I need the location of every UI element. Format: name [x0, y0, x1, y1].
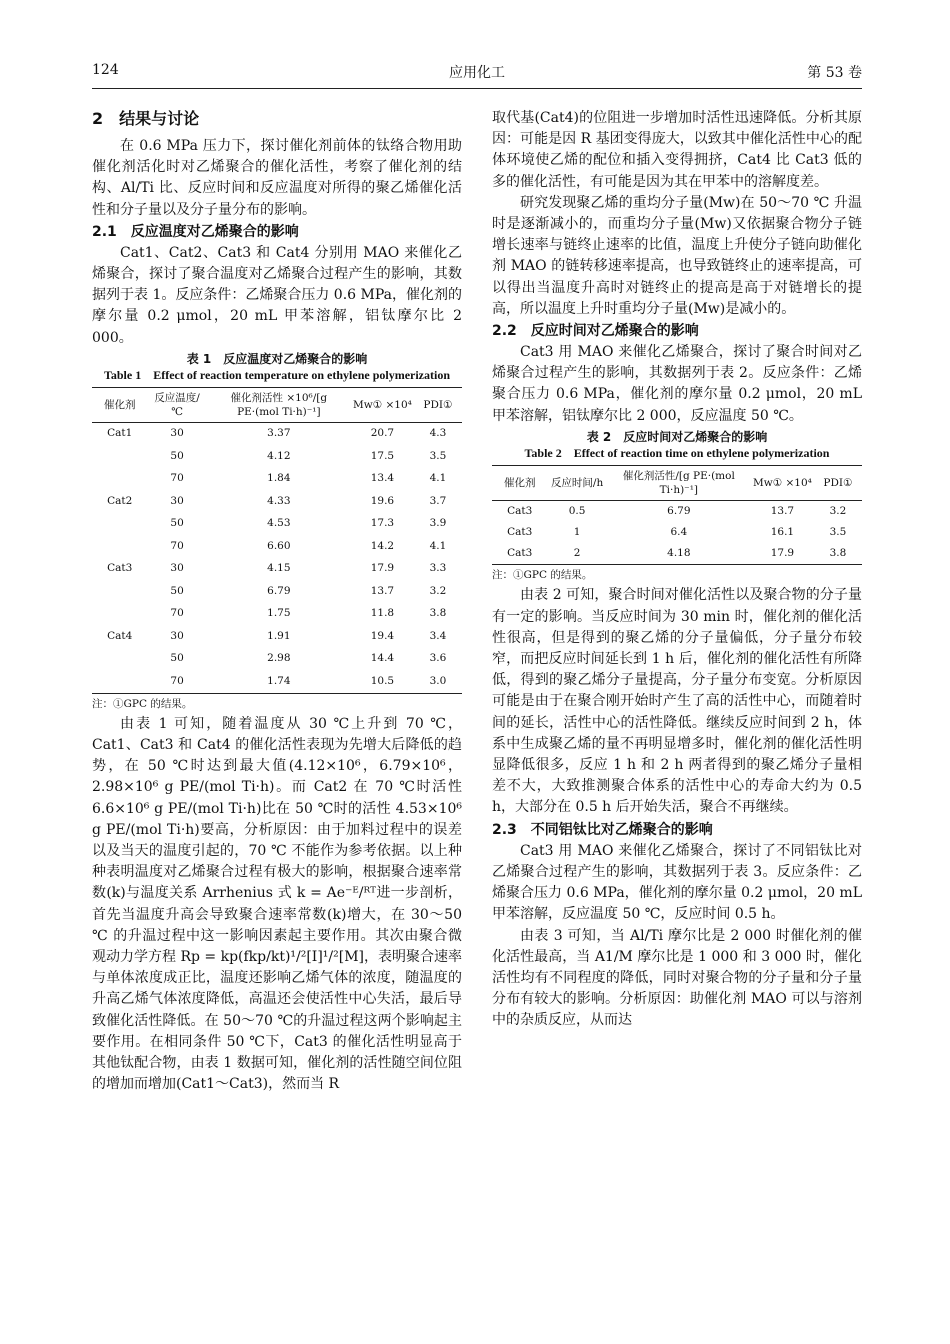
table2-row-cell: 2 — [548, 543, 607, 565]
table2-row-cell: 6.4 — [670, 526, 688, 539]
table2 — [492, 465, 862, 566]
table1-row-cell: 3.5 — [429, 449, 447, 462]
table1-row-cell: 30 — [170, 629, 184, 642]
table1-row-cell — [92, 468, 148, 491]
table1-row-cell — [92, 603, 148, 626]
table1-row-cell: Cat2 — [107, 494, 133, 507]
table2-row — [492, 522, 862, 543]
table2-discussion: 由表 2 可知，聚合时间对催化活性以及聚合物的分子量有一定的影响。当反应时间为 30 min 时，催化剂的催化活性很高，但是得到的聚乙烯的分子量偏低，分子量分布较窄，而把反应时间延长到 1 h 后，催化剂的催化活性有所降低，得到的聚乙烯分子量提高，分子量分布变宽。分析原因可能是由于在聚合刚开始时产生了高的活性中心，而随着时间的延长，活性中心的活性降低。继续反应时间到 2 h，体系中生成聚乙烯的量不再明显增多时，催化剂的催化活性明显降低很多，反应 1 h 和 2 h 两者得到的聚乙烯分子量相差不大，大致推测聚合体系的活性中心的寿命大约为 0.5 h，大部分在 0.5 h 后开始失活，聚合不再继续。 — [492, 587, 862, 816]
table1-row-cell: 3.9 — [429, 517, 447, 530]
table1-header-cell: 反应温度/℃ — [148, 387, 207, 422]
table1-discussion: 由表 1 可知，随着温度从 30 ℃上升到 70 ℃，Cat1、Cat3 和 Cat4 的催化活性表现为先增大后降低的趋势，在 50 ℃时达到最大值(4.12×10⁶，6.79×10⁶，2.98×10⁶ g PE/(mol Ti·h)。而 Cat2 在 70 ℃时活性 6.6×10⁶ g PE/(mol Ti·h)比在 50 ℃时的活性 4.53×10⁶ g PE/(mol Ti·h)要高，分析原因：由于加料过程中的误差以及当天的温度引起的，70 ℃ 不能作为参考依据。以上种种表明温度对乙烯聚合过程有极大的影响，根据聚合速率常数(k)与温度关系 Arrhenius 式 k = Ae⁻ᴱ/ᴿᵀ进一步剖析，首先当温度升高会导致聚合速率常数(k)增大，在 30～50 ℃ 的升温过程中这一影响因素起主要作用。其次由聚合微观动力学方程 Rp = kp(fkp/kt)¹/²[I]¹/²[M]，表明聚合速率与单体浓度成正比，温度还影响乙烯气体的浓度，随温度的升高乙烯气体浓度降低，高温还会使活性中心失活，最后导致催化活性降低。在 50～70 ℃的升温过程这两个影响起主要作用。在相同条件 50 ℃下，Cat3 的催化活性明显高于其他钛配合物，由表 1 数据可知，催化剂的活性随空间位阻的增加而增加(Cat1～Cat3)，然而当 R — [92, 715, 463, 1093]
table1-row-cell — [92, 535, 148, 558]
table1-row-cell: 70 — [170, 472, 184, 485]
table2-row-cell: 3.2 — [829, 504, 847, 517]
table1-title-en: Table 1 Effect of reaction temperature on ethylene polymerization — [103, 367, 451, 382]
table1-row — [92, 535, 462, 558]
table1 — [92, 387, 462, 694]
table1-row-cell: 19.6 — [370, 494, 395, 507]
table1-row-cell — [92, 670, 148, 693]
table1-row — [92, 580, 462, 603]
section-2-1-paragraph: Cat1、Cat2、Cat3 和 Cat4 分别用 MAO 来催化乙烯聚合，探讨了聚合温度对乙烯聚合过程产生的影响，其数据列于表 1。反应条件：乙烯聚合压力 0.6 MPa，催化剂的摩尔量 0.2 μmol，20 mL 甲苯溶解，铝钛摩尔比 2 000。 — [92, 244, 462, 346]
table2-header-cell: Mw① ×10⁴ — [751, 465, 814, 500]
table2-row-cell: Cat3 — [507, 504, 533, 517]
table1-row-cell: Cat4 — [107, 629, 133, 642]
table1-row-cell: 11.8 — [370, 607, 395, 620]
table1-row — [92, 490, 462, 513]
table1-row-cell: 50 — [170, 449, 184, 462]
table1-row-cell: 70 — [170, 539, 184, 552]
table2-title-en: Table 2 Effect of reaction time on ethylene polymerization — [524, 445, 830, 460]
table1-row-cell: 17.5 — [370, 449, 395, 462]
table2-header-cell: PDI① — [814, 465, 862, 500]
table1-row-cell: Cat3 — [107, 562, 133, 575]
table1-row-cell — [92, 648, 148, 671]
mw-paragraph: 研究发现聚乙烯的重均分子量(Mw)在 50～70 ℃ 升温时是逐渐减小的，而重均分子量(Mw)又依据聚合物分子链增长速率与链终止速率的比值，温度上升使分子链向助催化剂 MAO 的链转移速率提高，也导致链终止的速率提高，可以得出当温度升高时对链终止的提高是高于对链增长的提高，所以温度上升时重均分子量(Mw)是减小的。 — [492, 194, 862, 317]
table1-row-cell: 1.84 — [267, 472, 291, 485]
table1-row-cell: 3.7 — [429, 494, 447, 507]
table1-row-cell: 4.12 — [267, 449, 291, 462]
table1-row-cell: 17.9 — [370, 562, 395, 575]
table1-row-cell: 30 — [170, 562, 184, 575]
running-header — [92, 62, 862, 82]
table2-row-cell: 1 — [573, 526, 581, 539]
table3-discussion: 由表 3 可知，当 Al/Ti 摩尔比是 2 000 时催化剂的催化活性最高，当 A1/M 摩尔比是 1 000 和 3 000 时，催化活性均有不同程度的降低，同时对聚合物的分子量和分子量分布有较大的影响。分析原因：助催化剂 MAO 可以与溶剂中的杂质反应，从而达 — [492, 927, 862, 1029]
table1-row — [92, 603, 462, 626]
table1-row-cell: 4.15 — [267, 562, 291, 575]
table1-row-cell: 19.4 — [370, 629, 395, 642]
table1-row-cell: 6.60 — [267, 539, 291, 552]
section-2-heading: 2 结果与讨论 — [92, 109, 200, 128]
header-rule — [92, 88, 862, 89]
table2-row — [492, 543, 862, 565]
table1-row — [92, 625, 462, 648]
table1-row-cell: 3.0 — [414, 670, 462, 693]
table1-row — [92, 670, 462, 693]
table1-row — [92, 445, 462, 468]
table1-row-cell: 13.4 — [370, 472, 395, 485]
table1-header-cell: 催化剂 — [92, 387, 148, 422]
table2-row-cell: 4.18 — [607, 543, 751, 565]
section-2-1-heading: 2.1 反应温度对乙烯聚合的影响 — [92, 223, 299, 240]
journal-name: 应用化工 — [449, 65, 505, 81]
table1-row-cell: 3.3 — [429, 562, 447, 575]
page-number: 124 — [92, 62, 119, 78]
table1-row-cell: 4.3 — [429, 427, 447, 440]
table2-row-cell: Cat3 — [507, 526, 533, 539]
table1-row-cell: 4.1 — [429, 472, 447, 485]
table1-row-cell: 30 — [170, 494, 184, 507]
table1-row-cell: 17.3 — [370, 517, 395, 530]
section-2-2-heading: 2.2 反应时间对乙烯聚合的影响 — [492, 323, 699, 340]
table1-row-cell: 50 — [170, 517, 184, 530]
table1-row-cell: 3.37 — [267, 427, 291, 440]
table1-row-cell: 30 — [170, 427, 184, 440]
table1-header-cell: Mw① ×10⁴ — [351, 387, 414, 422]
table2-header-cell: 催化剂活性/[g PE·(mol Ti·h)⁻¹] — [607, 465, 751, 500]
table2-row — [492, 500, 862, 522]
table2-row-cell: 0.5 — [568, 504, 586, 517]
table1-note: 注：①GPC 的结果。 — [92, 697, 193, 710]
table1-row-cell — [92, 513, 148, 536]
table1-row-cell: 4.1 — [429, 539, 447, 552]
table1-row-cell: 3.2 — [429, 584, 447, 597]
table1-row-cell: 2.98 — [267, 652, 291, 665]
table1-row-cell: 14.4 — [370, 652, 395, 665]
table1-header-row — [92, 387, 462, 422]
intro-paragraph: 在 0.6 MPa 压力下，探讨催化剂前体的钛络合物用助催化剂活化时对乙烯聚合的催化活性，考察了催化剂的结构、Al/Ti 比、反应时间和反应温度对所得的聚乙烯催化活性和分子量以及分子量分布的影响。 — [92, 138, 462, 218]
table2-title-cn: 表 2 反应时间对乙烯聚合的影响 — [586, 429, 768, 444]
table1-title-cn: 表 1 反应温度对乙烯聚合的影响 — [186, 351, 368, 366]
volume-label: 第 53 卷 — [807, 65, 862, 81]
table2-row-cell: 3.8 — [814, 543, 862, 565]
right-column — [492, 108, 862, 1032]
table1-row — [92, 468, 462, 491]
table1-row-cell: 10.5 — [351, 670, 414, 693]
table1-header-cell: PDI① — [414, 387, 462, 422]
left-column — [92, 108, 462, 1095]
table1-row-cell: 4.53 — [267, 517, 291, 530]
table1-row-cell: 1.91 — [267, 629, 291, 642]
table2-note: 注：①GPC 的结果。 — [492, 569, 593, 582]
section-2-2-paragraph: Cat3 用 MAO 来催化乙烯聚合，探讨了聚合时间对乙烯聚合过程产生的影响，其数据列于表 2。反应条件：乙烯聚合压力 0.6 MPa，催化剂的摩尔量 0.2 μmol，20 mL 甲苯溶解，铝钛摩尔比 2 000，反应温度 50 ℃。 — [492, 344, 862, 424]
table1-row-cell: 70 — [170, 607, 184, 620]
table1-row-cell: 4.33 — [267, 494, 291, 507]
table1-row-cell: 1.75 — [267, 607, 291, 620]
table1-row-cell: 1.74 — [207, 670, 351, 693]
table2-row-cell: 13.7 — [770, 504, 795, 517]
table1-row-cell: 70 — [148, 670, 207, 693]
section-2-3-paragraph: Cat3 用 MAO 来催化乙烯聚合，探讨了不同铝钛比对乙烯聚合过程产生的影响，其数据列于表 3。反应条件：乙烯聚合压力 0.6 MPa，催化剂的摩尔量 0.2 μmol，20 mL 甲苯溶解，反应温度 50 ℃，反应时间 0.5 h。 — [492, 842, 862, 923]
table2-header-cell: 反应时间/h — [548, 465, 607, 500]
table1-row-cell: 3.6 — [429, 652, 447, 665]
table1-row — [92, 513, 462, 536]
table1-row — [92, 648, 462, 671]
table2-row-cell: 17.9 — [751, 543, 814, 565]
table2-row-cell: 3.5 — [829, 526, 847, 539]
continued-paragraph: 取代基(Cat4)的位阻进一步增加时活性迅速降低。分析其原因：可能是因 R 基团变得庞大，以致其中催化活性中心的配体环境使乙烯的配位和插入变得拥挤，Cat4 比 Cat3 低的多的催化活性，有可能是因为其在甲苯中的溶解度差。 — [492, 110, 862, 190]
table2-header-cell: 催化剂 — [492, 465, 548, 500]
table1-row-cell: 3.8 — [429, 607, 447, 620]
table1-row-cell: Cat1 — [107, 427, 133, 440]
table1-row — [92, 558, 462, 581]
table1-row-cell: 20.7 — [370, 427, 395, 440]
table1-row-cell: 13.7 — [370, 584, 395, 597]
table2-row-cell: 6.79 — [667, 504, 691, 517]
table2-row-cell: Cat3 — [492, 543, 548, 565]
table2-row-cell: 16.1 — [770, 526, 795, 539]
table1-row-cell: 3.4 — [429, 629, 447, 642]
table1-row-cell: 14.2 — [370, 539, 395, 552]
table1-header-cell: 催化剂活性 ×10⁶/[g PE·(mol Ti·h)⁻¹] — [207, 387, 351, 422]
table1-row — [92, 422, 462, 445]
table1-row-cell — [92, 445, 148, 468]
table1-row-cell: 50 — [170, 584, 184, 597]
section-2-3-heading: 2.3 不同铝钛比对乙烯聚合的影响 — [492, 821, 713, 838]
table1-row-cell: 50 — [170, 652, 184, 665]
table1-row-cell: 6.79 — [267, 584, 291, 597]
table2-header-row — [492, 465, 862, 500]
table1-row-cell — [92, 580, 148, 603]
